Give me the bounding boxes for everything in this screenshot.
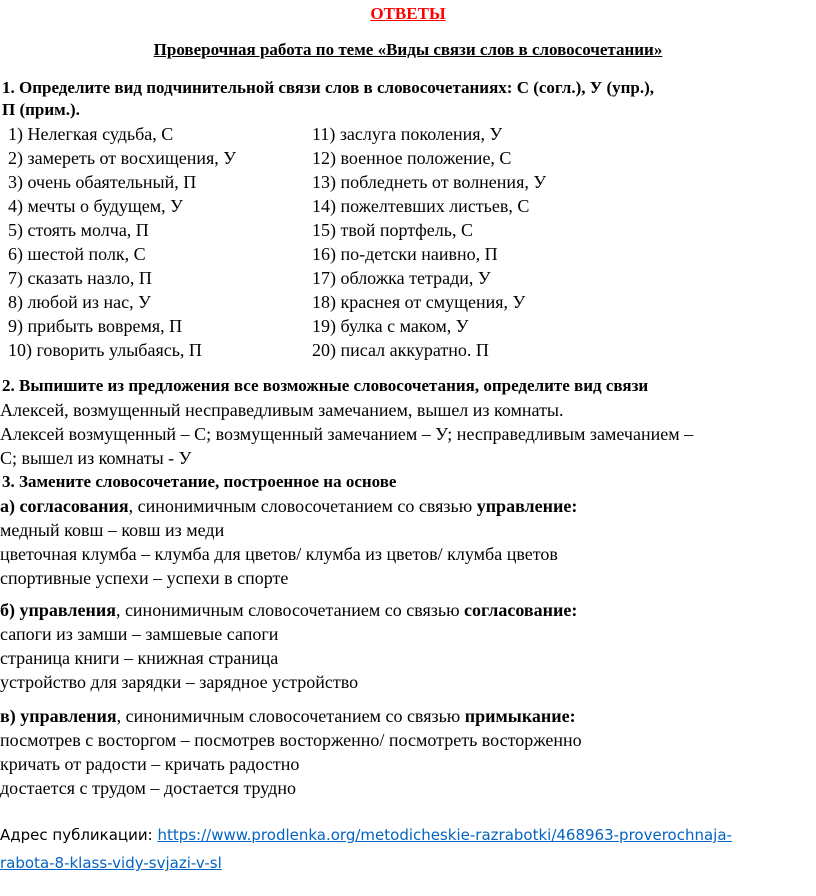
task1-item-16: 16) по-детски наивно, П [312, 244, 498, 264]
task3-heading: 3. Замените словосочетание, построенное на основе [2, 472, 397, 491]
task3a-item-2: цветочная клумба – клумба для цветов/ клумба из цветов/ клумба цветов [0, 544, 558, 564]
task1-item-12: 12) военное положение, С [312, 148, 512, 168]
task3c-instruction [0, 706, 576, 727]
task3c-prefix: в) управления [0, 706, 117, 726]
task1-item-6: 6) шестой полк, С [8, 244, 146, 264]
task2-answer-line2: С; вышел из комнаты - У [0, 448, 192, 468]
task1-item-1: 1) Нелегкая судьба, С [8, 124, 174, 144]
task3c-middle: , синонимичным словосочетанием со связью [116, 706, 465, 726]
task3a-instruction [0, 496, 577, 517]
task1-item-13: 13) побледнеть от волнения, У [312, 172, 547, 192]
task1-item-18: 18) краснея от смущения, У [312, 292, 526, 312]
task3b-instruction [0, 600, 577, 621]
task1-heading-line1: 1. Определите вид подчинительной связи слов в словосочетаниях: С (согл.), У (упр.), [2, 78, 655, 97]
task3b-item-2: страница книги – книжная страница [0, 648, 279, 668]
task3b-item-1: сапоги из замши – замшевые сапоги [0, 624, 279, 644]
task1-item-11: 11) заслуга поколения, У [312, 124, 503, 144]
task2-sentence: Алексей, возмущенный несправедливым замечанием, вышел из комнаты. [0, 400, 564, 420]
task3c-suffix: примыкание: [464, 706, 576, 726]
task1-item-7: 7) сказать назло, П [8, 268, 152, 288]
task1-heading-line2: П (прим.). [2, 100, 80, 119]
task1-item-20: 20) писал аккуратно. П [312, 340, 489, 360]
task1-item-19: 19) булка с маком, У [312, 316, 469, 336]
task1-item-8: 8) любой из нас, У [8, 292, 151, 312]
task1-item-5: 5) стоять молча, П [8, 220, 149, 240]
task1-item-3: 3) очень обаятельный, П [8, 172, 197, 192]
task3b-prefix: б) управления [0, 600, 116, 620]
task1-item-15: 15) твой портфель, С [312, 220, 473, 240]
task1-item-2: 2) замереть от восхищения, У [8, 148, 237, 168]
task3a-item-3: спортивные успехи – успехи в спорте [0, 568, 289, 588]
publication-address-label: Адрес публикации: [0, 826, 158, 844]
task3c-item-2: кричать от радости – кричать радостно [0, 754, 300, 774]
task3c-item-1: посмотрев с восторгом – посмотрев восторженно/ посмотреть восторженно [0, 730, 582, 750]
task3b-middle: , синонимичным словосочетанием со связью [115, 600, 465, 620]
task1-item-14: 14) пожелтевших листьев, С [312, 196, 530, 216]
task1-item-9: 9) прибыть вовремя, П [8, 316, 183, 336]
task2-answer-line1: Алексей возмущенный – С; возмущенный замечанием – У; несправедливым замечанием – [0, 424, 694, 444]
publication-address-cont [0, 854, 222, 872]
task1-item-17: 17) обложка тетради, У [312, 268, 491, 288]
publication-link-line2[interactable]: rabota-8-klass-vidy-svjazi-v-sl [0, 854, 222, 872]
task3b-item-3: устройство для зарядки – зарядное устройство [0, 672, 359, 692]
task1-item-10: 10) говорить улыбаясь, П [8, 340, 202, 360]
publication-address [0, 826, 732, 844]
task1-item-4: 4) мечты о будущем, У [8, 196, 183, 216]
task3a-middle: , синонимичным словосочетанием со связью [128, 496, 477, 516]
worksheet-subtitle: Проверочная работа по теме «Виды связи слов в словосочетании» [153, 40, 663, 59]
task3c-item-3: достается с трудом – достается трудно [0, 778, 296, 798]
task3a-suffix: управление: [476, 496, 578, 516]
task3a-prefix: а) согласования [0, 496, 129, 516]
task3b-suffix: согласование: [464, 600, 578, 620]
page-title: ОТВЕТЫ [370, 4, 446, 23]
task2-heading: 2. Выпишите из предложения все возможные словосочетания, определите вид связи [2, 376, 649, 395]
task3a-item-1: медный ковш – ковш из меди [0, 520, 225, 540]
publication-link-line1[interactable]: https://www.prodlenka.org/metodicheskie-razrabotki/468963-proverochnaja- [157, 826, 732, 844]
